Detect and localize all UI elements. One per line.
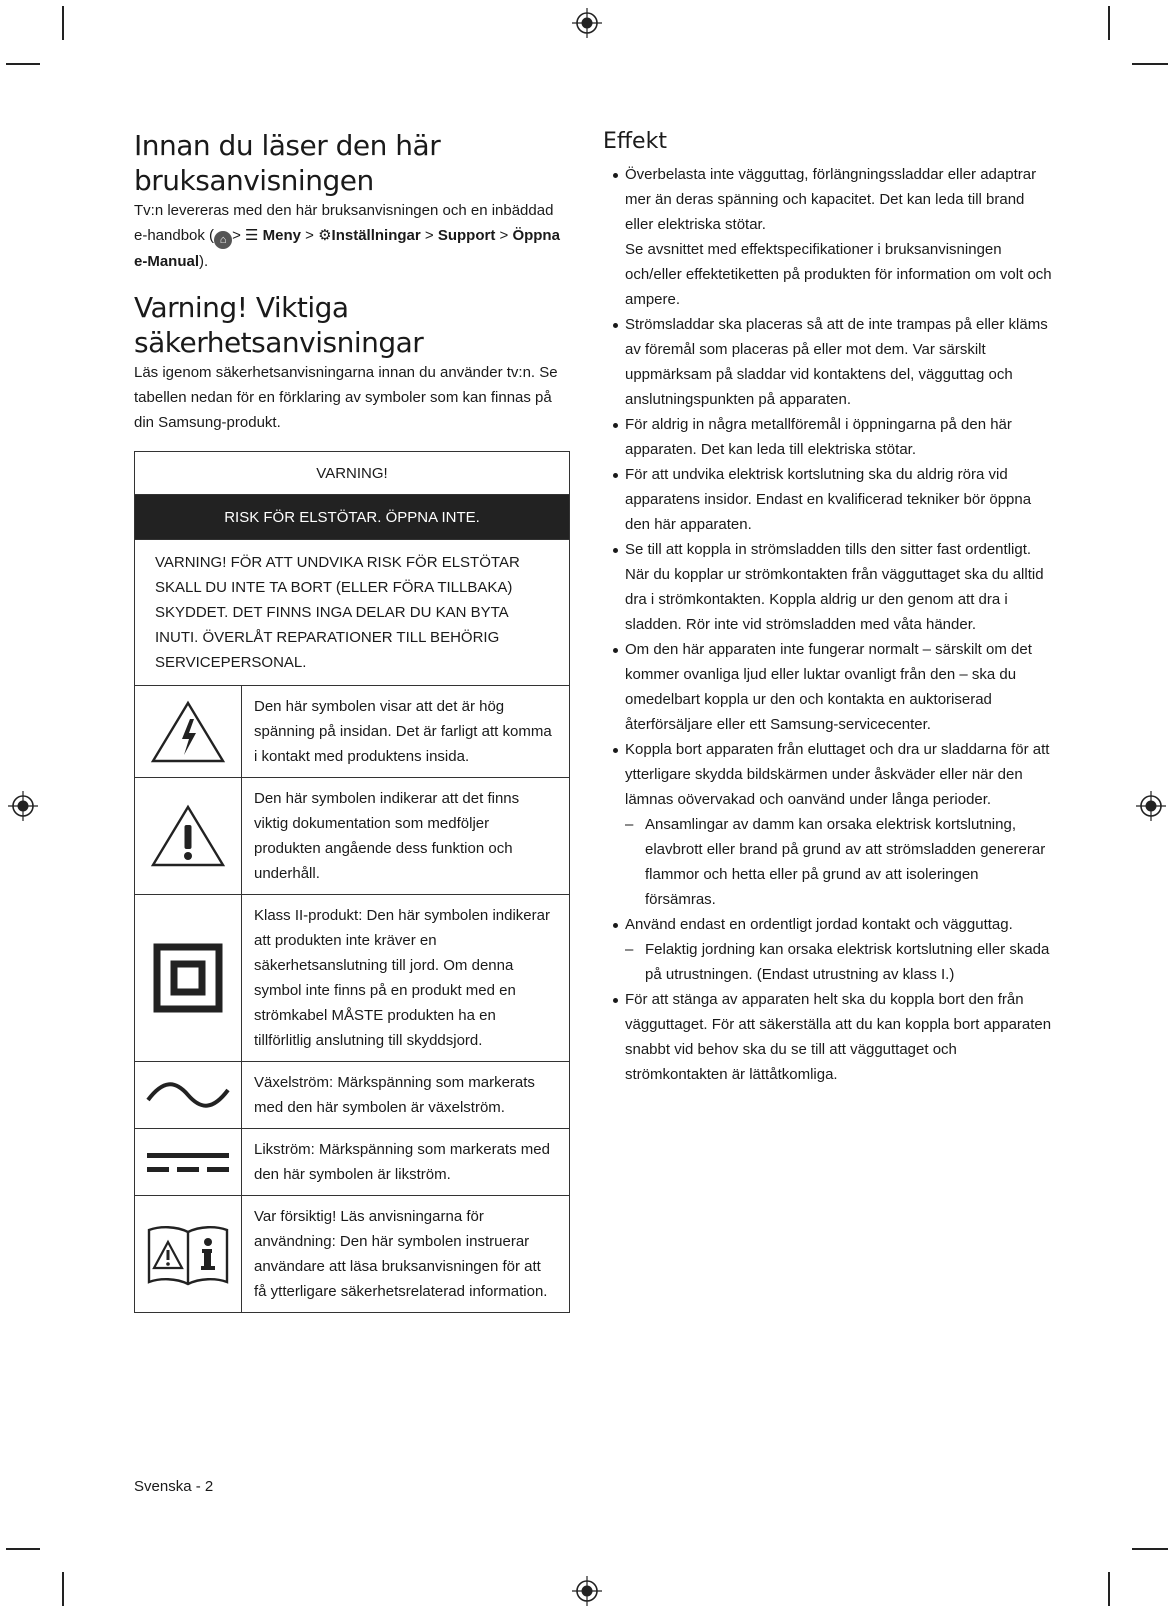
list-item bbox=[603, 912, 1053, 987]
table-header-risk: RISK FÖR ELSTÖTAR. ÖPPNA INTE. bbox=[135, 495, 570, 540]
ac-icon bbox=[135, 1062, 242, 1129]
safety-lead-paragraph: Läs igenom säkerhetsanvisningarna innan du använder tv:n. Se tabellen nedan för en förklaring av symboler som kan finnas på din Samsung-produkt. bbox=[134, 364, 558, 431]
path-separator: > bbox=[499, 227, 509, 244]
crop-mark bbox=[6, 1548, 40, 1550]
list-item-text: Koppla bort apparaten från eluttaget och dra ur sladdarna för att ytterligare skydda bildskärmen under åskväder eller när den lämnas oövervakad och oanvänd under långa perioder. bbox=[625, 741, 1050, 808]
path-separator: > bbox=[424, 227, 434, 244]
crop-mark bbox=[1132, 1548, 1168, 1550]
dc-icon bbox=[135, 1129, 242, 1196]
page-footer: Svenska - 2 bbox=[134, 1478, 214, 1495]
crop-mark bbox=[6, 63, 40, 65]
path-open-emanual: Öppna e-Manual bbox=[134, 227, 560, 270]
symbol-description: Växelström: Märkspänning som markerats med den här symbolen är växelström. bbox=[242, 1062, 570, 1129]
effekt-list bbox=[603, 162, 1053, 1087]
dash-marker: – bbox=[625, 941, 634, 958]
sub-item bbox=[625, 812, 1053, 912]
list-item: Om den här apparaten inte fungerar normalt – särskilt om det kommer ovanliga ljud eller luktar ovanligt från den – ska du omedelbart koppla ur den och kontakta en auktoriserad återförsäljare eller ett Samsung-servicecenter. bbox=[603, 637, 1053, 737]
symbol-description: Den här symbolen indikerar att det finns viktig dokumentation som medföljer produkten angående dess funktion och underhåll. bbox=[242, 778, 570, 895]
crop-mark bbox=[62, 1572, 64, 1606]
home-icon: ⌂ bbox=[214, 231, 232, 249]
symbol-description: Den här symbolen visar att det är hög spänning på insidan. Det är farligt att komma i kontakt med produktens insida. bbox=[242, 686, 570, 778]
table-row bbox=[135, 895, 570, 1062]
section-heading-effekt: Effekt bbox=[603, 129, 667, 154]
warning-symbol-table bbox=[134, 451, 570, 1313]
sub-item bbox=[625, 937, 1053, 987]
read-instructions-icon bbox=[135, 1196, 242, 1313]
left-column bbox=[134, 128, 570, 1313]
registration-mark-icon bbox=[8, 791, 38, 821]
path-separator: > bbox=[305, 227, 314, 244]
registration-mark-icon bbox=[572, 1576, 602, 1606]
symbol-description: Likström: Märkspänning som markerats med den här symbolen är likström. bbox=[242, 1129, 570, 1196]
high-voltage-icon bbox=[135, 686, 242, 778]
table-row bbox=[135, 778, 570, 895]
settings-gear-icon: ⚙ bbox=[318, 227, 332, 244]
page-title: Innan du läser den här bruksanvisningen bbox=[134, 129, 441, 197]
table-row bbox=[135, 1196, 570, 1313]
list-item: För att undvika elektrisk kortslutning ska du aldrig röra vid apparatens insidor. Endast en kvalificerad tekniker bör öppna den här apparaten. bbox=[603, 462, 1053, 537]
list-item: Strömsladdar ska placeras så att de inte trampas på eller kläms av föremål som placeras på eller mot dem. Var särskilt uppmärksam på sladdar vid kontaktens del, vägguttag och anslutningspunkten på apparaten. bbox=[603, 312, 1053, 412]
list-item-text: Använd endast en ordentligt jordad kontakt och vägguttag. bbox=[625, 916, 1013, 933]
list-item bbox=[603, 737, 1053, 912]
list-item: För att stänga av apparaten helt ska du koppla bort den från vägguttaget. För att säkerställa att du kan koppla bort apparaten snabbt vid behov ska du se till att vägguttaget och strömkontakten är lättåtkomliga. bbox=[603, 987, 1053, 1087]
crop-mark bbox=[62, 6, 64, 40]
intro-paragraph bbox=[134, 198, 570, 274]
registration-mark-icon bbox=[572, 8, 602, 38]
table-row bbox=[135, 1129, 570, 1196]
list-item-text: Överbelasta inte vägguttag, förlängningssladdar eller adaptrar mer än deras spänning och kapacitet. Det kan leda till brand eller elektriska stötar. bbox=[625, 166, 1037, 233]
sub-item-text: Felaktig jordning kan orsaka elektrisk kortslutning eller skada på utrustningen. (Endast utrustning av klass I.) bbox=[645, 941, 1050, 983]
section-heading-safety: Varning! Viktiga säkerhetsanvisningar bbox=[134, 291, 424, 359]
path-menu: Meny bbox=[262, 227, 301, 244]
intro-text: Tv:n levereras med den här bruksanvisningen och en inbäddad e-handbok ( bbox=[134, 202, 554, 244]
registration-mark-icon bbox=[1136, 791, 1166, 821]
list-item: Se till att koppla in strömsladden tills den sitter fast ordentligt. När du kopplar ur strömkontakten från vägguttaget ska du alltid dra i strömkontakten. Koppla aldrig ur den genom att dra i sladden. Rör inte vid strömsladden med våta händer. bbox=[603, 537, 1053, 637]
crop-mark bbox=[1108, 6, 1110, 40]
table-row bbox=[135, 1062, 570, 1129]
sub-item-text: Ansamlingar av damm kan orsaka elektrisk kortslutning, elavbrott eller brand på grund av att strömsladden genererar flammor och hetta eller på grund av att isoleringen försämras. bbox=[645, 816, 1046, 908]
menu-icon: ☰ bbox=[245, 227, 259, 244]
list-item bbox=[603, 162, 1053, 312]
path-separator: > bbox=[232, 227, 241, 244]
path-support: Support bbox=[437, 227, 496, 244]
right-column bbox=[603, 128, 1053, 1087]
dash-marker: – bbox=[625, 816, 634, 833]
symbol-description: Var försiktig! Läs anvisningarna för användning: Den här symbolen instruerar användare att läsa bruksanvisningen för att få ytterligare säkerhetsrelaterad information. bbox=[242, 1196, 570, 1313]
crop-mark bbox=[1108, 1572, 1110, 1606]
crop-mark bbox=[1132, 63, 1168, 65]
class-ii-icon bbox=[135, 895, 242, 1062]
list-item-note: Se avsnittet med effektspecifikationer i bruksanvisningen och/eller effektetiketten på produkten för information om volt och ampere. bbox=[625, 241, 1052, 308]
path-settings: Inställningar bbox=[331, 227, 421, 244]
table-header-warning: VARNING! bbox=[135, 452, 570, 495]
table-row bbox=[135, 686, 570, 778]
exclamation-icon bbox=[135, 778, 242, 895]
list-item: För aldrig in några metallföremål i öppningarna på den här apparaten. Det kan leda till elektriska stötar. bbox=[603, 412, 1053, 462]
symbol-description: Klass II-produkt: Den här symbolen indikerar att produkten inte kräver en säkerhetsanslutning till jord. Om denna symbol inte finns på en produkt med en strömkabel MÅSTE produkten ha en tillförlitlig anslutning till skyddsjord. bbox=[242, 895, 570, 1062]
table-warning-text: VARNING! FÖR ATT UNDVIKA RISK FÖR ELSTÖTAR SKALL DU INTE TA BORT (ELLER FÖRA TILLBAKA) SKYDDET. DET FINNS INGA DELAR DU KAN BYTA INUTI. ÖVERLÅT REPARATIONER TILL BEHÖRIG SERVICEPERSONAL. bbox=[135, 540, 570, 686]
intro-text-end: ). bbox=[199, 253, 209, 270]
